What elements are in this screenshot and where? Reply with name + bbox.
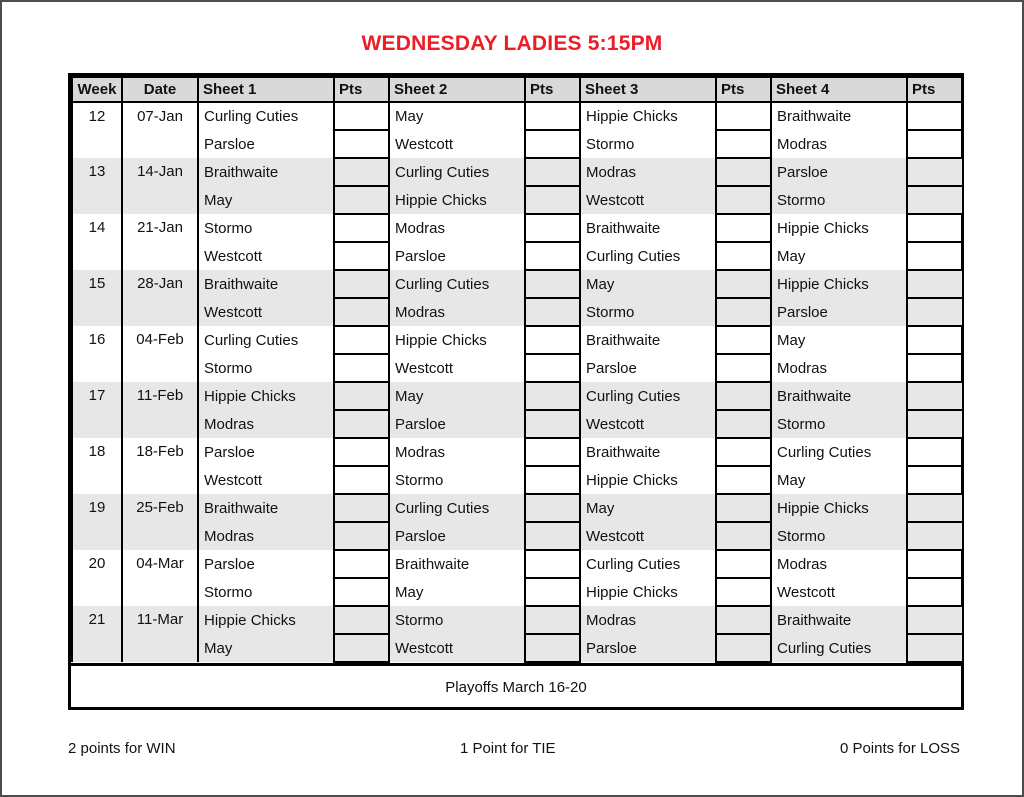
schedule-row xyxy=(72,298,962,326)
week-number: 18 xyxy=(72,438,122,494)
pts-cell-sheet-1 xyxy=(334,270,389,298)
team-name-sheet-3: Stormo xyxy=(580,130,716,158)
team-name-sheet-1: Stormo xyxy=(198,354,334,382)
col-header-pts-5: Pts xyxy=(525,77,580,102)
pts-cell-sheet-2 xyxy=(525,466,580,494)
pts-cell-sheet-2 xyxy=(525,130,580,158)
pts-cell-sheet-4 xyxy=(907,578,962,606)
team-name-sheet-1: Curling Cuties xyxy=(198,326,334,354)
pts-cell-sheet-2 xyxy=(525,634,580,662)
pts-cell-sheet-1 xyxy=(334,214,389,242)
team-name-sheet-1: Curling Cuties xyxy=(198,102,334,130)
schedule-row xyxy=(72,410,962,438)
team-name-sheet-3: Hippie Chicks xyxy=(580,466,716,494)
pts-cell-sheet-3 xyxy=(716,354,771,382)
schedule-row xyxy=(72,382,962,410)
pts-cell-sheet-3 xyxy=(716,186,771,214)
team-name-sheet-3: Braithwaite xyxy=(580,438,716,466)
pts-cell-sheet-1 xyxy=(334,326,389,354)
week-number: 20 xyxy=(72,550,122,606)
week-number: 17 xyxy=(72,382,122,438)
pts-cell-sheet-1 xyxy=(334,466,389,494)
pts-cell-sheet-1 xyxy=(334,354,389,382)
game-date: 25-Feb xyxy=(122,494,198,550)
schedule-row xyxy=(72,130,962,158)
pts-cell-sheet-4 xyxy=(907,606,962,634)
pts-cell-sheet-3 xyxy=(716,270,771,298)
pts-cell-sheet-3 xyxy=(716,298,771,326)
pts-cell-sheet-4 xyxy=(907,242,962,270)
col-header-pts-3: Pts xyxy=(334,77,389,102)
team-name-sheet-2: Curling Cuties xyxy=(389,158,525,186)
team-name-sheet-1: Parsloe xyxy=(198,438,334,466)
pts-cell-sheet-3 xyxy=(716,494,771,522)
schedule-row xyxy=(72,242,962,270)
team-name-sheet-3: Curling Cuties xyxy=(580,382,716,410)
team-name-sheet-4: Hippie Chicks xyxy=(771,270,907,298)
pts-cell-sheet-3 xyxy=(716,326,771,354)
team-name-sheet-3: Modras xyxy=(580,606,716,634)
team-name-sheet-4: Stormo xyxy=(771,186,907,214)
pts-cell-sheet-2 xyxy=(525,326,580,354)
team-name-sheet-3: Parsloe xyxy=(580,354,716,382)
col-header-pts-7: Pts xyxy=(716,77,771,102)
pts-cell-sheet-4 xyxy=(907,214,962,242)
team-name-sheet-3: May xyxy=(580,270,716,298)
week-number: 14 xyxy=(72,214,122,270)
team-name-sheet-4: Parsloe xyxy=(771,298,907,326)
team-name-sheet-2: Stormo xyxy=(389,606,525,634)
pts-cell-sheet-2 xyxy=(525,606,580,634)
game-date: 04-Mar xyxy=(122,550,198,606)
team-name-sheet-2: Hippie Chicks xyxy=(389,326,525,354)
pts-cell-sheet-2 xyxy=(525,298,580,326)
loss-points-note: 0 Points for LOSS xyxy=(839,740,960,757)
game-date: 28-Jan xyxy=(122,270,198,326)
team-name-sheet-3: May xyxy=(580,494,716,522)
game-date: 11-Mar xyxy=(122,606,198,662)
pts-cell-sheet-1 xyxy=(334,102,389,130)
pts-cell-sheet-3 xyxy=(716,242,771,270)
team-name-sheet-4: May xyxy=(771,326,907,354)
pts-cell-sheet-4 xyxy=(907,634,962,662)
pts-cell-sheet-1 xyxy=(334,242,389,270)
team-name-sheet-2: Parsloe xyxy=(389,410,525,438)
pts-cell-sheet-2 xyxy=(525,158,580,186)
team-name-sheet-4: Curling Cuties xyxy=(771,438,907,466)
pts-cell-sheet-2 xyxy=(525,578,580,606)
pts-cell-sheet-1 xyxy=(334,578,389,606)
pts-cell-sheet-3 xyxy=(716,578,771,606)
team-name-sheet-4: Westcott xyxy=(771,578,907,606)
team-name-sheet-1: Parsloe xyxy=(198,550,334,578)
team-name-sheet-3: Westcott xyxy=(580,410,716,438)
team-name-sheet-4: Modras xyxy=(771,130,907,158)
pts-cell-sheet-3 xyxy=(716,466,771,494)
week-number: 12 xyxy=(72,102,122,158)
team-name-sheet-1: Braithwaite xyxy=(198,270,334,298)
team-name-sheet-2: Westcott xyxy=(389,354,525,382)
col-header-date: Date xyxy=(122,77,198,102)
team-name-sheet-2: Parsloe xyxy=(389,242,525,270)
week-number: 13 xyxy=(72,158,122,214)
pts-cell-sheet-1 xyxy=(334,438,389,466)
team-name-sheet-1: Hippie Chicks xyxy=(198,382,334,410)
schedule-row xyxy=(72,550,962,578)
team-name-sheet-1: Braithwaite xyxy=(198,494,334,522)
pts-cell-sheet-2 xyxy=(525,522,580,550)
schedule-row xyxy=(72,158,962,186)
pts-cell-sheet-4 xyxy=(907,550,962,578)
team-name-sheet-3: Westcott xyxy=(580,522,716,550)
pts-cell-sheet-3 xyxy=(716,634,771,662)
league-schedule xyxy=(71,76,963,663)
pts-cell-sheet-4 xyxy=(907,298,962,326)
pts-cell-sheet-2 xyxy=(525,102,580,130)
pts-cell-sheet-1 xyxy=(334,130,389,158)
schedule-row xyxy=(72,326,962,354)
week-number: 15 xyxy=(72,270,122,326)
pts-cell-sheet-1 xyxy=(334,606,389,634)
team-name-sheet-4: Hippie Chicks xyxy=(771,494,907,522)
team-name-sheet-4: Stormo xyxy=(771,522,907,550)
pts-cell-sheet-4 xyxy=(907,410,962,438)
team-name-sheet-4: Curling Cuties xyxy=(771,634,907,662)
pts-cell-sheet-3 xyxy=(716,158,771,186)
team-name-sheet-2: May xyxy=(389,382,525,410)
pts-cell-sheet-2 xyxy=(525,214,580,242)
pts-cell-sheet-2 xyxy=(525,438,580,466)
team-name-sheet-4: May xyxy=(771,242,907,270)
pts-cell-sheet-4 xyxy=(907,270,962,298)
schedule-row xyxy=(72,214,962,242)
pts-cell-sheet-1 xyxy=(334,186,389,214)
schedule-row xyxy=(72,354,962,382)
pts-cell-sheet-3 xyxy=(716,410,771,438)
week-number: 16 xyxy=(72,326,122,382)
pts-cell-sheet-4 xyxy=(907,354,962,382)
team-name-sheet-3: Stormo xyxy=(580,298,716,326)
pts-cell-sheet-4 xyxy=(907,158,962,186)
schedule-row xyxy=(72,186,962,214)
col-header-pts-9: Pts xyxy=(907,77,962,102)
pts-cell-sheet-2 xyxy=(525,186,580,214)
team-name-sheet-1: Braithwaite xyxy=(198,158,334,186)
pts-cell-sheet-2 xyxy=(525,410,580,438)
schedule-row xyxy=(72,522,962,550)
team-name-sheet-4: Modras xyxy=(771,550,907,578)
team-name-sheet-2: Modras xyxy=(389,214,525,242)
team-name-sheet-4: Stormo xyxy=(771,410,907,438)
page-title: WEDNESDAY LADIES 5:15PM xyxy=(361,32,663,55)
pts-cell-sheet-4 xyxy=(907,326,962,354)
pts-cell-sheet-2 xyxy=(525,270,580,298)
pts-cell-sheet-4 xyxy=(907,130,962,158)
pts-cell-sheet-2 xyxy=(525,550,580,578)
team-name-sheet-3: Hippie Chicks xyxy=(580,578,716,606)
team-name-sheet-3: Modras xyxy=(580,158,716,186)
team-name-sheet-3: Westcott xyxy=(580,186,716,214)
team-name-sheet-2: Modras xyxy=(389,298,525,326)
team-name-sheet-1: Parsloe xyxy=(198,130,334,158)
pts-cell-sheet-2 xyxy=(525,494,580,522)
playoffs-banner: Playoffs March 16-20 xyxy=(71,663,961,707)
game-date: 18-Feb xyxy=(122,438,198,494)
schedule-row xyxy=(72,438,962,466)
team-name-sheet-1: May xyxy=(198,634,334,662)
header-row xyxy=(72,77,962,102)
team-name-sheet-4: Parsloe xyxy=(771,158,907,186)
pts-cell-sheet-3 xyxy=(716,438,771,466)
team-name-sheet-2: Curling Cuties xyxy=(389,494,525,522)
pts-cell-sheet-4 xyxy=(907,186,962,214)
pts-cell-sheet-4 xyxy=(907,102,962,130)
team-name-sheet-1: May xyxy=(198,186,334,214)
team-name-sheet-4: Braithwaite xyxy=(771,382,907,410)
team-name-sheet-4: May xyxy=(771,466,907,494)
pts-cell-sheet-3 xyxy=(716,606,771,634)
schedule-row xyxy=(72,102,962,130)
team-name-sheet-3: Parsloe xyxy=(580,634,716,662)
team-name-sheet-1: Modras xyxy=(198,522,334,550)
team-name-sheet-2: Curling Cuties xyxy=(389,270,525,298)
game-date: 11-Feb xyxy=(122,382,198,438)
team-name-sheet-2: Parsloe xyxy=(389,522,525,550)
pts-cell-sheet-4 xyxy=(907,382,962,410)
pts-cell-sheet-3 xyxy=(716,102,771,130)
col-header-sheet-1: Sheet 1 xyxy=(198,77,334,102)
schedule-row xyxy=(72,270,962,298)
col-header-sheet-4-8: Sheet 4 xyxy=(771,77,907,102)
team-name-sheet-2: Hippie Chicks xyxy=(389,186,525,214)
team-name-sheet-4: Braithwaite xyxy=(771,102,907,130)
game-date: 21-Jan xyxy=(122,214,198,270)
pts-cell-sheet-3 xyxy=(716,522,771,550)
pts-cell-sheet-1 xyxy=(334,494,389,522)
pts-cell-sheet-1 xyxy=(334,634,389,662)
schedule-row xyxy=(72,466,962,494)
team-name-sheet-4: Braithwaite xyxy=(771,606,907,634)
team-name-sheet-1: Hippie Chicks xyxy=(198,606,334,634)
pts-cell-sheet-2 xyxy=(525,242,580,270)
team-name-sheet-4: Modras xyxy=(771,354,907,382)
col-header-sheet-2-4: Sheet 2 xyxy=(389,77,525,102)
schedule-row xyxy=(72,634,962,662)
pts-cell-sheet-1 xyxy=(334,522,389,550)
team-name-sheet-3: Curling Cuties xyxy=(580,550,716,578)
pts-cell-sheet-1 xyxy=(334,298,389,326)
pts-cell-sheet-2 xyxy=(525,382,580,410)
pts-cell-sheet-3 xyxy=(716,550,771,578)
points-legend xyxy=(68,740,960,757)
pts-cell-sheet-4 xyxy=(907,438,962,466)
pts-cell-sheet-4 xyxy=(907,522,962,550)
game-date: 07-Jan xyxy=(122,102,198,158)
team-name-sheet-2: Westcott xyxy=(389,130,525,158)
schedule-row xyxy=(72,494,962,522)
team-name-sheet-1: Westcott xyxy=(198,242,334,270)
pts-cell-sheet-3 xyxy=(716,382,771,410)
team-name-sheet-1: Westcott xyxy=(198,298,334,326)
team-name-sheet-1: Modras xyxy=(198,410,334,438)
team-name-sheet-3: Braithwaite xyxy=(580,326,716,354)
team-name-sheet-1: Westcott xyxy=(198,466,334,494)
pts-cell-sheet-4 xyxy=(907,494,962,522)
pts-cell-sheet-3 xyxy=(716,214,771,242)
schedule-table xyxy=(68,73,964,710)
team-name-sheet-2: Stormo xyxy=(389,466,525,494)
col-header-week: Week xyxy=(72,77,122,102)
pts-cell-sheet-4 xyxy=(907,466,962,494)
week-number: 21 xyxy=(72,606,122,662)
team-name-sheet-3: Curling Cuties xyxy=(580,242,716,270)
team-name-sheet-1: Stormo xyxy=(198,214,334,242)
game-date: 14-Jan xyxy=(122,158,198,214)
pts-cell-sheet-1 xyxy=(334,158,389,186)
pts-cell-sheet-1 xyxy=(334,410,389,438)
team-name-sheet-2: May xyxy=(389,578,525,606)
team-name-sheet-4: Hippie Chicks xyxy=(771,214,907,242)
pts-cell-sheet-3 xyxy=(716,130,771,158)
schedule-row xyxy=(72,578,962,606)
game-date: 04-Feb xyxy=(122,326,198,382)
schedule-row xyxy=(72,606,962,634)
win-points-note: 2 points for WIN xyxy=(68,740,176,757)
team-name-sheet-2: Modras xyxy=(389,438,525,466)
pts-cell-sheet-1 xyxy=(334,550,389,578)
team-name-sheet-2: Braithwaite xyxy=(389,550,525,578)
team-name-sheet-1: Stormo xyxy=(198,578,334,606)
week-number: 19 xyxy=(72,494,122,550)
team-name-sheet-3: Braithwaite xyxy=(580,214,716,242)
team-name-sheet-2: May xyxy=(389,102,525,130)
pts-cell-sheet-2 xyxy=(525,354,580,382)
pts-cell-sheet-1 xyxy=(334,382,389,410)
team-name-sheet-3: Hippie Chicks xyxy=(580,102,716,130)
team-name-sheet-2: Westcott xyxy=(389,634,525,662)
col-header-sheet-3-6: Sheet 3 xyxy=(580,77,716,102)
tie-points-note: 1 Point for TIE xyxy=(459,740,556,757)
